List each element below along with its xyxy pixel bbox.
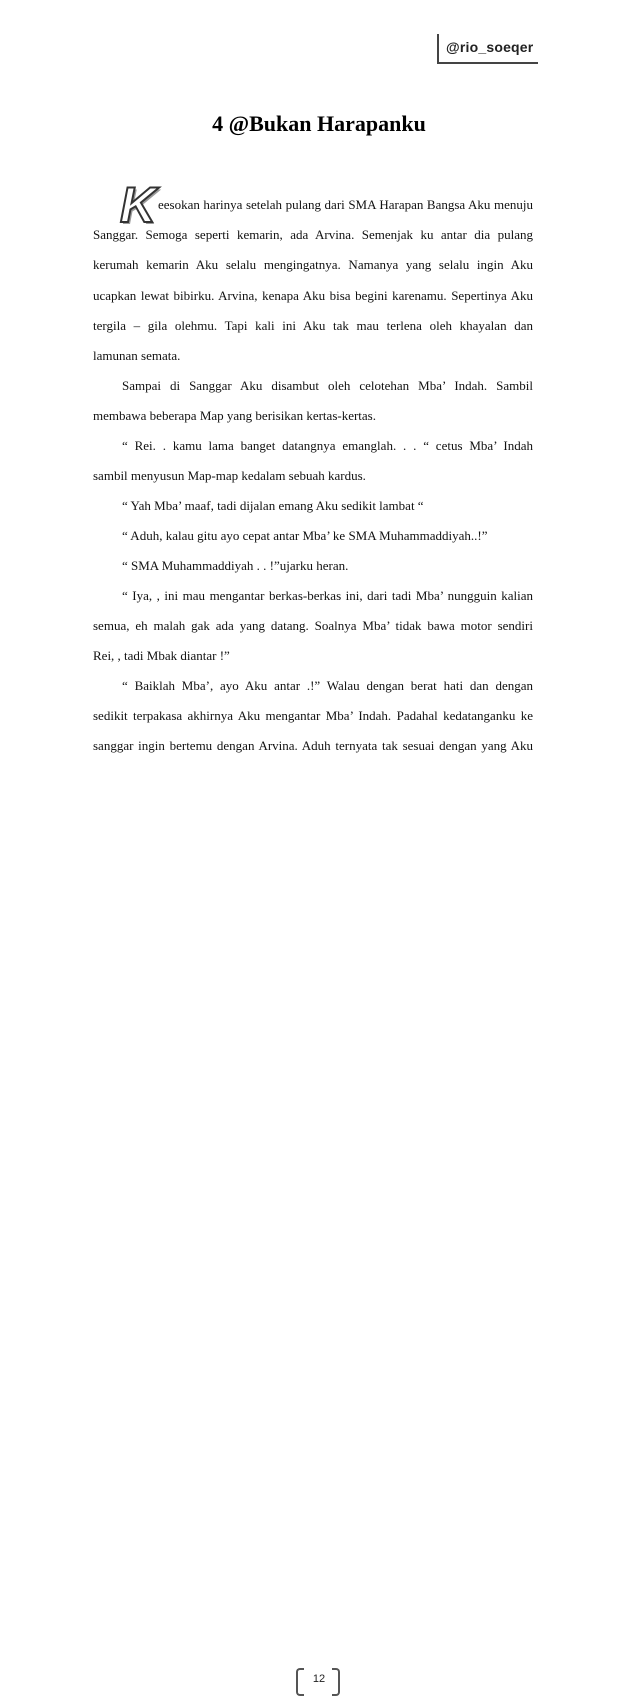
text-line: semua, eh malah gak ada yang datang. Soalnya Mba’ tidak bawa motor sendiri <box>93 618 533 633</box>
text-line: sedikit terpakasa akhirnya Aku mengantar Mba’ Indah. Padahal kedatanganku ke <box>93 708 533 723</box>
author-handle: @rio_soeqer <box>446 39 534 55</box>
text-line: “ Iya, , ini mau mengantar berkas-berkas ini, dari tadi Mba’ nungguin kalian <box>122 588 533 603</box>
text-line: “ SMA Muhammaddiyah . . !”ujarku heran. <box>122 558 349 573</box>
text-line: Sanggar. Semoga seperti kemarin, ada Arvina. Semenjak ku antar dia pulang <box>93 227 533 242</box>
header-divider-vertical <box>437 34 439 64</box>
text-line: sambil menyusun Map-map kedalam sebuah kardus. <box>93 468 366 483</box>
header-divider-horizontal <box>437 62 538 64</box>
drop-cap: K <box>120 177 157 233</box>
text-line: “ Baiklah Mba’, ayo Aku antar .!” Walau dengan berat hati dan dengan <box>122 678 533 693</box>
text-line: kerumah kemarin Aku selalu mengingatnya. Namanya yang selalu ingin Aku <box>93 257 533 272</box>
right-bracket-icon <box>332 1668 340 1696</box>
page-number: 12 <box>312 1673 326 1685</box>
text-line: lamunan semata. <box>93 348 181 363</box>
text-line: Sampai di Sanggar Aku disambut oleh celotehan Mba’ Indah. Sambil <box>122 378 533 393</box>
text-line: ucapkan lewat bibirku. Arvina, kenapa Aku bisa begini karenamu. Sepertinya Aku <box>93 288 533 303</box>
text-line: “ Aduh, kalau gitu ayo cepat antar Mba’ ke SMA Muhammaddiyah..!” <box>122 528 488 543</box>
text-line: Rei, , tadi Mbak diantar !” <box>93 648 230 663</box>
text-line: membawa beberapa Map yang berisikan kertas-kertas. <box>93 408 376 423</box>
page-footer <box>0 832 638 1685</box>
text-line: “ Yah Mba’ maaf, tadi dijalan emang Aku sedikit lambat “ <box>122 498 424 513</box>
chapter-title: 4 @Bukan Harapanku <box>212 111 426 136</box>
text-line: tergila – gila olehmu. Tapi kali ini Aku tak mau terlena oleh khayalan dan <box>93 318 533 333</box>
left-bracket-icon <box>296 1668 304 1696</box>
text-line: eesokan harinya setelah pulang dari SMA Harapan Bangsa Aku menuju <box>158 197 533 212</box>
text-line: sanggar ingin bertemu dengan Arvina. Aduh ternyata tak sesuai dengan yang Aku <box>93 738 533 753</box>
page-header <box>0 0 638 70</box>
text-line: “ Rei. . kamu lama banget datangnya emanglah. . . “ cetus Mba’ Indah <box>122 438 533 453</box>
